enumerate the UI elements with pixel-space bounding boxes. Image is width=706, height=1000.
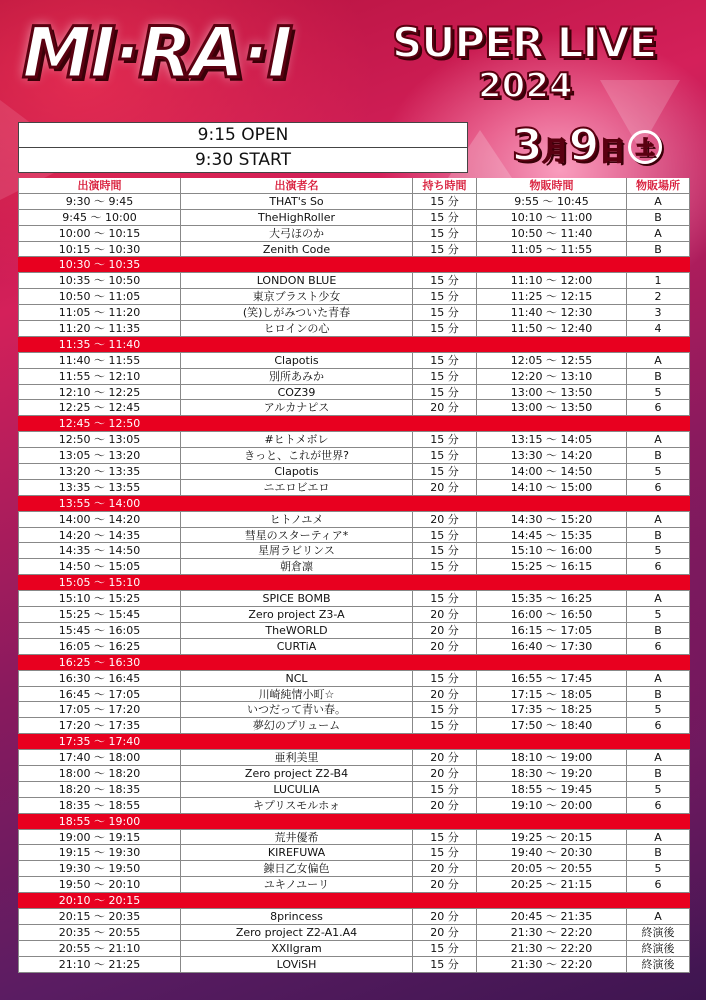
performance-time: 13:35 ～ 13:55 (18, 480, 181, 495)
performance-length: 15 分 (413, 448, 477, 463)
table-row (18, 353, 690, 369)
sales-place: 5 (627, 385, 690, 400)
performer-name: Zenith Code (181, 242, 413, 257)
performance-length: 20 分 (413, 480, 477, 495)
sales-place: 6 (627, 639, 690, 654)
performance-time: 19:15 ～ 19:30 (18, 845, 181, 860)
sales-time: 16:15 ～ 17:05 (477, 623, 627, 638)
sales-place: 5 (627, 607, 690, 622)
sales-place: A (627, 432, 690, 447)
logo-subtitle: SUPER LIVE (392, 18, 657, 67)
table-row (18, 305, 690, 321)
performer-name: THAT's So (181, 194, 413, 209)
performance-length: 20 分 (413, 512, 477, 527)
performance-time: 19:30 ～ 19:50 (18, 861, 181, 876)
performer-name: TheWORLD (181, 623, 413, 638)
performer-name: 彗星のスターティア* (181, 528, 413, 543)
sales-time: 11:05 ～ 11:55 (477, 242, 627, 257)
table-row (18, 766, 690, 782)
sales-time: 20:05 ～ 20:55 (477, 861, 627, 876)
performance-length: 15 分 (413, 321, 477, 336)
sales-time: 10:10 ～ 11:00 (477, 210, 627, 225)
date-day: 9 (568, 120, 600, 171)
performer-name: 朝倉凛 (181, 559, 413, 574)
table-row (18, 273, 690, 289)
sales-place: 5 (627, 702, 690, 717)
header-performer: 出演者名 (181, 178, 413, 193)
performance-length: 15 分 (413, 273, 477, 288)
performance-length: 15 分 (413, 305, 477, 320)
start-time: 9:30 START (19, 147, 467, 172)
sales-place: B (627, 845, 690, 860)
sales-place: A (627, 909, 690, 924)
break-time: 10:30 ～ 10:35 (58, 258, 141, 272)
sales-time: 13:15 ～ 14:05 (477, 432, 627, 447)
sales-time: 15:25 ～ 16:15 (477, 559, 627, 574)
sales-time: 11:10 ～ 12:00 (477, 273, 627, 288)
header-performance-time: 出演時間 (18, 178, 181, 193)
break-time: 11:35 ～ 11:40 (58, 337, 141, 351)
sales-place: 1 (627, 273, 690, 288)
performance-length: 15 分 (413, 464, 477, 479)
performance-length: 15 分 (413, 353, 477, 368)
table-row (18, 369, 690, 385)
open-time: 9:15 OPEN (197, 125, 289, 145)
break-row (18, 257, 690, 273)
performance-time: 10:50 ～ 11:05 (18, 289, 181, 304)
performance-length: 20 分 (413, 607, 477, 622)
performance-time: 17:40 ～ 18:00 (18, 750, 181, 765)
sales-time: 9:55 ～ 10:45 (477, 194, 627, 209)
sales-place: 5 (627, 464, 690, 479)
performer-name: 夢幻のプリューム (181, 718, 413, 733)
sales-time: 17:35 ～ 18:25 (477, 702, 627, 717)
performance-length: 15 分 (413, 591, 477, 606)
performance-time: 18:20 ～ 18:35 (18, 782, 181, 797)
sales-place: A (627, 591, 690, 606)
sales-place: 6 (627, 718, 690, 733)
sales-place: 6 (627, 480, 690, 495)
table-row (18, 798, 690, 814)
sales-time: 17:50 ～ 18:40 (477, 718, 627, 733)
sales-place: A (627, 750, 690, 765)
sales-time: 12:20 ～ 13:10 (477, 369, 627, 384)
performance-time: 21:10 ～ 21:25 (18, 957, 181, 972)
break-row (18, 575, 690, 591)
table-row (18, 782, 690, 798)
performance-time: 14:20 ～ 14:35 (18, 528, 181, 543)
sales-time: 19:40 ～ 20:30 (477, 845, 627, 860)
sales-time: 18:30 ～ 19:20 (477, 766, 627, 781)
table-row (18, 909, 690, 925)
performer-name: 星屑ラビリンス (181, 543, 413, 558)
performance-time: 11:20 ～ 11:35 (18, 321, 181, 336)
sales-time: 14:30 ～ 15:20 (477, 512, 627, 527)
table-row (18, 289, 690, 305)
sales-place: 3 (627, 305, 690, 320)
table-row (18, 750, 690, 766)
header-sales-place: 物販場所 (627, 178, 690, 193)
table-row (18, 607, 690, 623)
sales-place: A (627, 830, 690, 845)
table-row (18, 830, 690, 846)
sales-time: 14:00 ～ 14:50 (477, 464, 627, 479)
performance-length: 20 分 (413, 766, 477, 781)
performance-length: 15 分 (413, 559, 477, 574)
performance-length: 15 分 (413, 845, 477, 860)
performance-length: 15 分 (413, 671, 477, 686)
performer-name: SPICE BOMB (181, 591, 413, 606)
sales-time: 14:10 ～ 15:00 (477, 480, 627, 495)
performer-name: CURTiA (181, 639, 413, 654)
sales-place: B (627, 369, 690, 384)
table-row (18, 702, 690, 718)
table-row (18, 242, 690, 258)
table-header (18, 178, 690, 194)
sales-place: B (627, 528, 690, 543)
table-row (18, 400, 690, 416)
table-row (18, 845, 690, 861)
sales-time: 21:30 ～ 22:20 (477, 941, 627, 956)
sales-place: 2 (627, 289, 690, 304)
performance-time: 9:30 ～ 9:45 (18, 194, 181, 209)
performance-length: 15 分 (413, 543, 477, 558)
header-length: 持ち時間 (413, 178, 477, 193)
open-start-box (18, 122, 468, 173)
header-sales-time: 物販時間 (477, 178, 627, 193)
performer-name: LONDON BLUE (181, 273, 413, 288)
sales-place: 6 (627, 877, 690, 892)
break-time: 16:25 ～ 16:30 (58, 655, 141, 669)
sales-time: 10:50 ～ 11:40 (477, 226, 627, 241)
timetable (18, 178, 690, 973)
table-row (18, 687, 690, 703)
table-row (18, 718, 690, 734)
sales-time: 15:10 ～ 16:00 (477, 543, 627, 558)
sales-time: 11:25 ～ 12:15 (477, 289, 627, 304)
sales-time: 21:30 ～ 22:20 (477, 925, 627, 940)
performance-length: 15 分 (413, 718, 477, 733)
performer-name: (笑)しがみついた青春 (181, 305, 413, 320)
performer-name: KIREFUWA (181, 845, 413, 860)
performance-length: 20 分 (413, 909, 477, 924)
performer-name: 川崎純情小町☆ (181, 687, 413, 702)
performer-name: Zero project Z2-A1.A4 (181, 925, 413, 940)
table-row (18, 432, 690, 448)
date-month-unit: 月 (542, 137, 569, 167)
performance-length: 15 分 (413, 782, 477, 797)
performance-length: 15 分 (413, 242, 477, 257)
performance-length: 15 分 (413, 226, 477, 241)
sales-time: 16:40 ～ 17:30 (477, 639, 627, 654)
performer-name: きっと、これが世界? (181, 448, 413, 463)
break-row (18, 734, 690, 750)
performer-name: NCL (181, 671, 413, 686)
performer-name: アルカナピス (181, 400, 413, 415)
performance-time: 12:25 ～ 12:45 (18, 400, 181, 415)
performer-name: 錬日乙女偏色 (181, 861, 413, 876)
break-row (18, 814, 690, 830)
table-row (18, 194, 690, 210)
performance-time: 10:35 ～ 10:50 (18, 273, 181, 288)
sales-time: 11:50 ～ 12:40 (477, 321, 627, 336)
performer-name: ユキノユーリ (181, 877, 413, 892)
performance-time: 15:45 ～ 16:05 (18, 623, 181, 638)
break-time: 15:05 ～ 15:10 (58, 576, 141, 590)
table-row (18, 226, 690, 242)
performance-length: 15 分 (413, 702, 477, 717)
performance-length: 20 分 (413, 750, 477, 765)
table-row (18, 512, 690, 528)
performance-time: 14:00 ～ 14:20 (18, 512, 181, 527)
table-row (18, 543, 690, 559)
sales-time: 12:05 ～ 12:55 (477, 353, 627, 368)
performer-name: LOViSH (181, 957, 413, 972)
performance-time: 16:30 ～ 16:45 (18, 671, 181, 686)
break-row (18, 893, 690, 909)
break-time: 12:45 ～ 12:50 (58, 417, 141, 431)
sales-place: B (627, 210, 690, 225)
performer-name: COZ39 (181, 385, 413, 400)
date-month: 3 (512, 120, 543, 171)
sales-time: 14:45 ～ 15:35 (477, 528, 627, 543)
performer-name: いつだって青い春。 (181, 702, 413, 717)
performance-length: 15 分 (413, 385, 477, 400)
logo-year: 2024 (478, 66, 573, 106)
sales-place: A (627, 353, 690, 368)
sales-place: A (627, 512, 690, 527)
table-row (18, 623, 690, 639)
sales-place: 6 (627, 798, 690, 813)
sales-time: 19:25 ～ 20:15 (477, 830, 627, 845)
performance-length: 15 分 (413, 289, 477, 304)
performance-time: 11:05 ～ 11:20 (18, 305, 181, 320)
sales-place: B (627, 448, 690, 463)
performer-name: #ヒトメボレ (181, 432, 413, 447)
sales-time: 18:55 ～ 19:45 (477, 782, 627, 797)
performance-length: 20 分 (413, 400, 477, 415)
table-row (18, 941, 690, 957)
sales-place: B (627, 623, 690, 638)
sales-time: 17:15 ～ 18:05 (477, 687, 627, 702)
sales-place: A (627, 194, 690, 209)
table-row (18, 528, 690, 544)
performance-time: 9:45 ～ 10:00 (18, 210, 181, 225)
performance-time: 20:35 ～ 20:55 (18, 925, 181, 940)
performance-time: 15:10 ～ 15:25 (18, 591, 181, 606)
performance-length: 15 分 (413, 957, 477, 972)
performer-name: ヒロインの心 (181, 321, 413, 336)
sales-place: B (627, 242, 690, 257)
performance-length: 20 分 (413, 877, 477, 892)
performer-name: ヒトノユメ (181, 512, 413, 527)
performance-length: 15 分 (413, 528, 477, 543)
sales-time: 21:30 ～ 22:20 (477, 957, 627, 972)
performer-name: ニエロビエロ (181, 480, 413, 495)
performance-time: 20:15 ～ 20:35 (18, 909, 181, 924)
performer-name: 東京ブラスト少女 (181, 289, 413, 304)
sales-place: A (627, 226, 690, 241)
break-row (18, 416, 690, 432)
table-row (18, 448, 690, 464)
performer-name: XXIIgram (181, 941, 413, 956)
sales-place: B (627, 766, 690, 781)
performer-name: 別所あみか (181, 369, 413, 384)
sales-time: 20:25 ～ 21:15 (477, 877, 627, 892)
performer-name: Clapotis (181, 464, 413, 479)
performance-length: 15 分 (413, 830, 477, 845)
performer-name: Zero project Z2-B4 (181, 766, 413, 781)
performance-length: 15 分 (413, 194, 477, 209)
sales-place: 終演後 (627, 925, 690, 940)
performance-time: 10:15 ～ 10:30 (18, 242, 181, 257)
sales-time: 18:10 ～ 19:00 (477, 750, 627, 765)
table-row (18, 957, 690, 973)
performance-time: 19:50 ～ 20:10 (18, 877, 181, 892)
performance-length: 20 分 (413, 925, 477, 940)
sales-place: 終演後 (627, 957, 690, 972)
table-row (18, 559, 690, 575)
sales-time: 19:10 ～ 20:00 (477, 798, 627, 813)
sales-time: 13:00 ～ 13:50 (477, 400, 627, 415)
table-row (18, 591, 690, 607)
sales-time: 13:30 ～ 14:20 (477, 448, 627, 463)
performance-time: 19:00 ～ 19:15 (18, 830, 181, 845)
performer-name: Zero project Z3-A (181, 607, 413, 622)
performer-name: 亜利美里 (181, 750, 413, 765)
performance-time: 20:55 ～ 21:10 (18, 941, 181, 956)
performance-length: 20 分 (413, 623, 477, 638)
sales-time: 13:00 ～ 13:50 (477, 385, 627, 400)
table-row (18, 321, 690, 337)
performance-time: 13:20 ～ 13:35 (18, 464, 181, 479)
logo-title: MI·RA·I (22, 12, 292, 94)
performance-time: 18:35 ～ 18:55 (18, 798, 181, 813)
performer-name: 荒井優希 (181, 830, 413, 845)
sales-place: 6 (627, 400, 690, 415)
break-time: 20:10 ～ 20:15 (58, 894, 141, 908)
break-time: 17:35 ～ 17:40 (58, 735, 141, 749)
performance-length: 15 分 (413, 210, 477, 225)
sales-time: 11:40 ～ 12:30 (477, 305, 627, 320)
performance-time: 13:05 ～ 13:20 (18, 448, 181, 463)
break-row (18, 337, 690, 353)
performer-name: キプリスモルホォ (181, 798, 413, 813)
table-row (18, 861, 690, 877)
break-row (18, 655, 690, 671)
performance-time: 14:35 ～ 14:50 (18, 543, 181, 558)
performer-name: 大弓ほのか (181, 226, 413, 241)
table-row (18, 385, 690, 401)
sales-place: B (627, 687, 690, 702)
sales-place: 4 (627, 321, 690, 336)
sales-place: 5 (627, 861, 690, 876)
sales-place: 5 (627, 782, 690, 797)
performance-time: 11:55 ～ 12:10 (18, 369, 181, 384)
break-row (18, 496, 690, 512)
performance-time: 16:45 ～ 17:05 (18, 687, 181, 702)
performance-time: 12:10 ～ 12:25 (18, 385, 181, 400)
performance-time: 16:05 ～ 16:25 (18, 639, 181, 654)
performance-time: 17:20 ～ 17:35 (18, 718, 181, 733)
sales-place: 5 (627, 543, 690, 558)
sales-time: 16:55 ～ 17:45 (477, 671, 627, 686)
performer-name: LUCULIA (181, 782, 413, 797)
performance-time: 17:05 ～ 17:20 (18, 702, 181, 717)
table-row (18, 925, 690, 941)
table-row (18, 877, 690, 893)
performance-time: 10:00 ～ 10:15 (18, 226, 181, 241)
table-row (18, 210, 690, 226)
performance-time: 14:50 ～ 15:05 (18, 559, 181, 574)
sales-place: 終演後 (627, 941, 690, 956)
performance-time: 11:40 ～ 11:55 (18, 353, 181, 368)
sales-time: 15:35 ～ 16:25 (477, 591, 627, 606)
performance-length: 20 分 (413, 639, 477, 654)
performer-name: Clapotis (181, 353, 413, 368)
sales-place: 6 (627, 559, 690, 574)
table-row (18, 464, 690, 480)
table-row (18, 671, 690, 687)
event-date (512, 120, 662, 171)
break-time: 13:55 ～ 14:00 (58, 496, 141, 510)
performance-length: 20 分 (413, 687, 477, 702)
date-day-unit: 日 (599, 137, 626, 167)
performance-length: 20 分 (413, 861, 477, 876)
sales-time: 20:45 ～ 21:35 (477, 909, 627, 924)
table-row (18, 480, 690, 496)
date-weekday: 土 (628, 130, 662, 164)
performance-time: 12:50 ～ 13:05 (18, 432, 181, 447)
performer-name: 8princess (181, 909, 413, 924)
performance-time: 15:25 ～ 15:45 (18, 607, 181, 622)
table-row (18, 639, 690, 655)
sales-time: 16:00 ～ 16:50 (477, 607, 627, 622)
performance-length: 15 分 (413, 369, 477, 384)
break-time: 18:55 ～ 19:00 (58, 814, 141, 828)
performance-length: 15 分 (413, 432, 477, 447)
performance-length: 20 分 (413, 798, 477, 813)
performance-time: 18:00 ～ 18:20 (18, 766, 181, 781)
sales-place: A (627, 671, 690, 686)
performance-length: 15 分 (413, 941, 477, 956)
performer-name: TheHighRoller (181, 210, 413, 225)
